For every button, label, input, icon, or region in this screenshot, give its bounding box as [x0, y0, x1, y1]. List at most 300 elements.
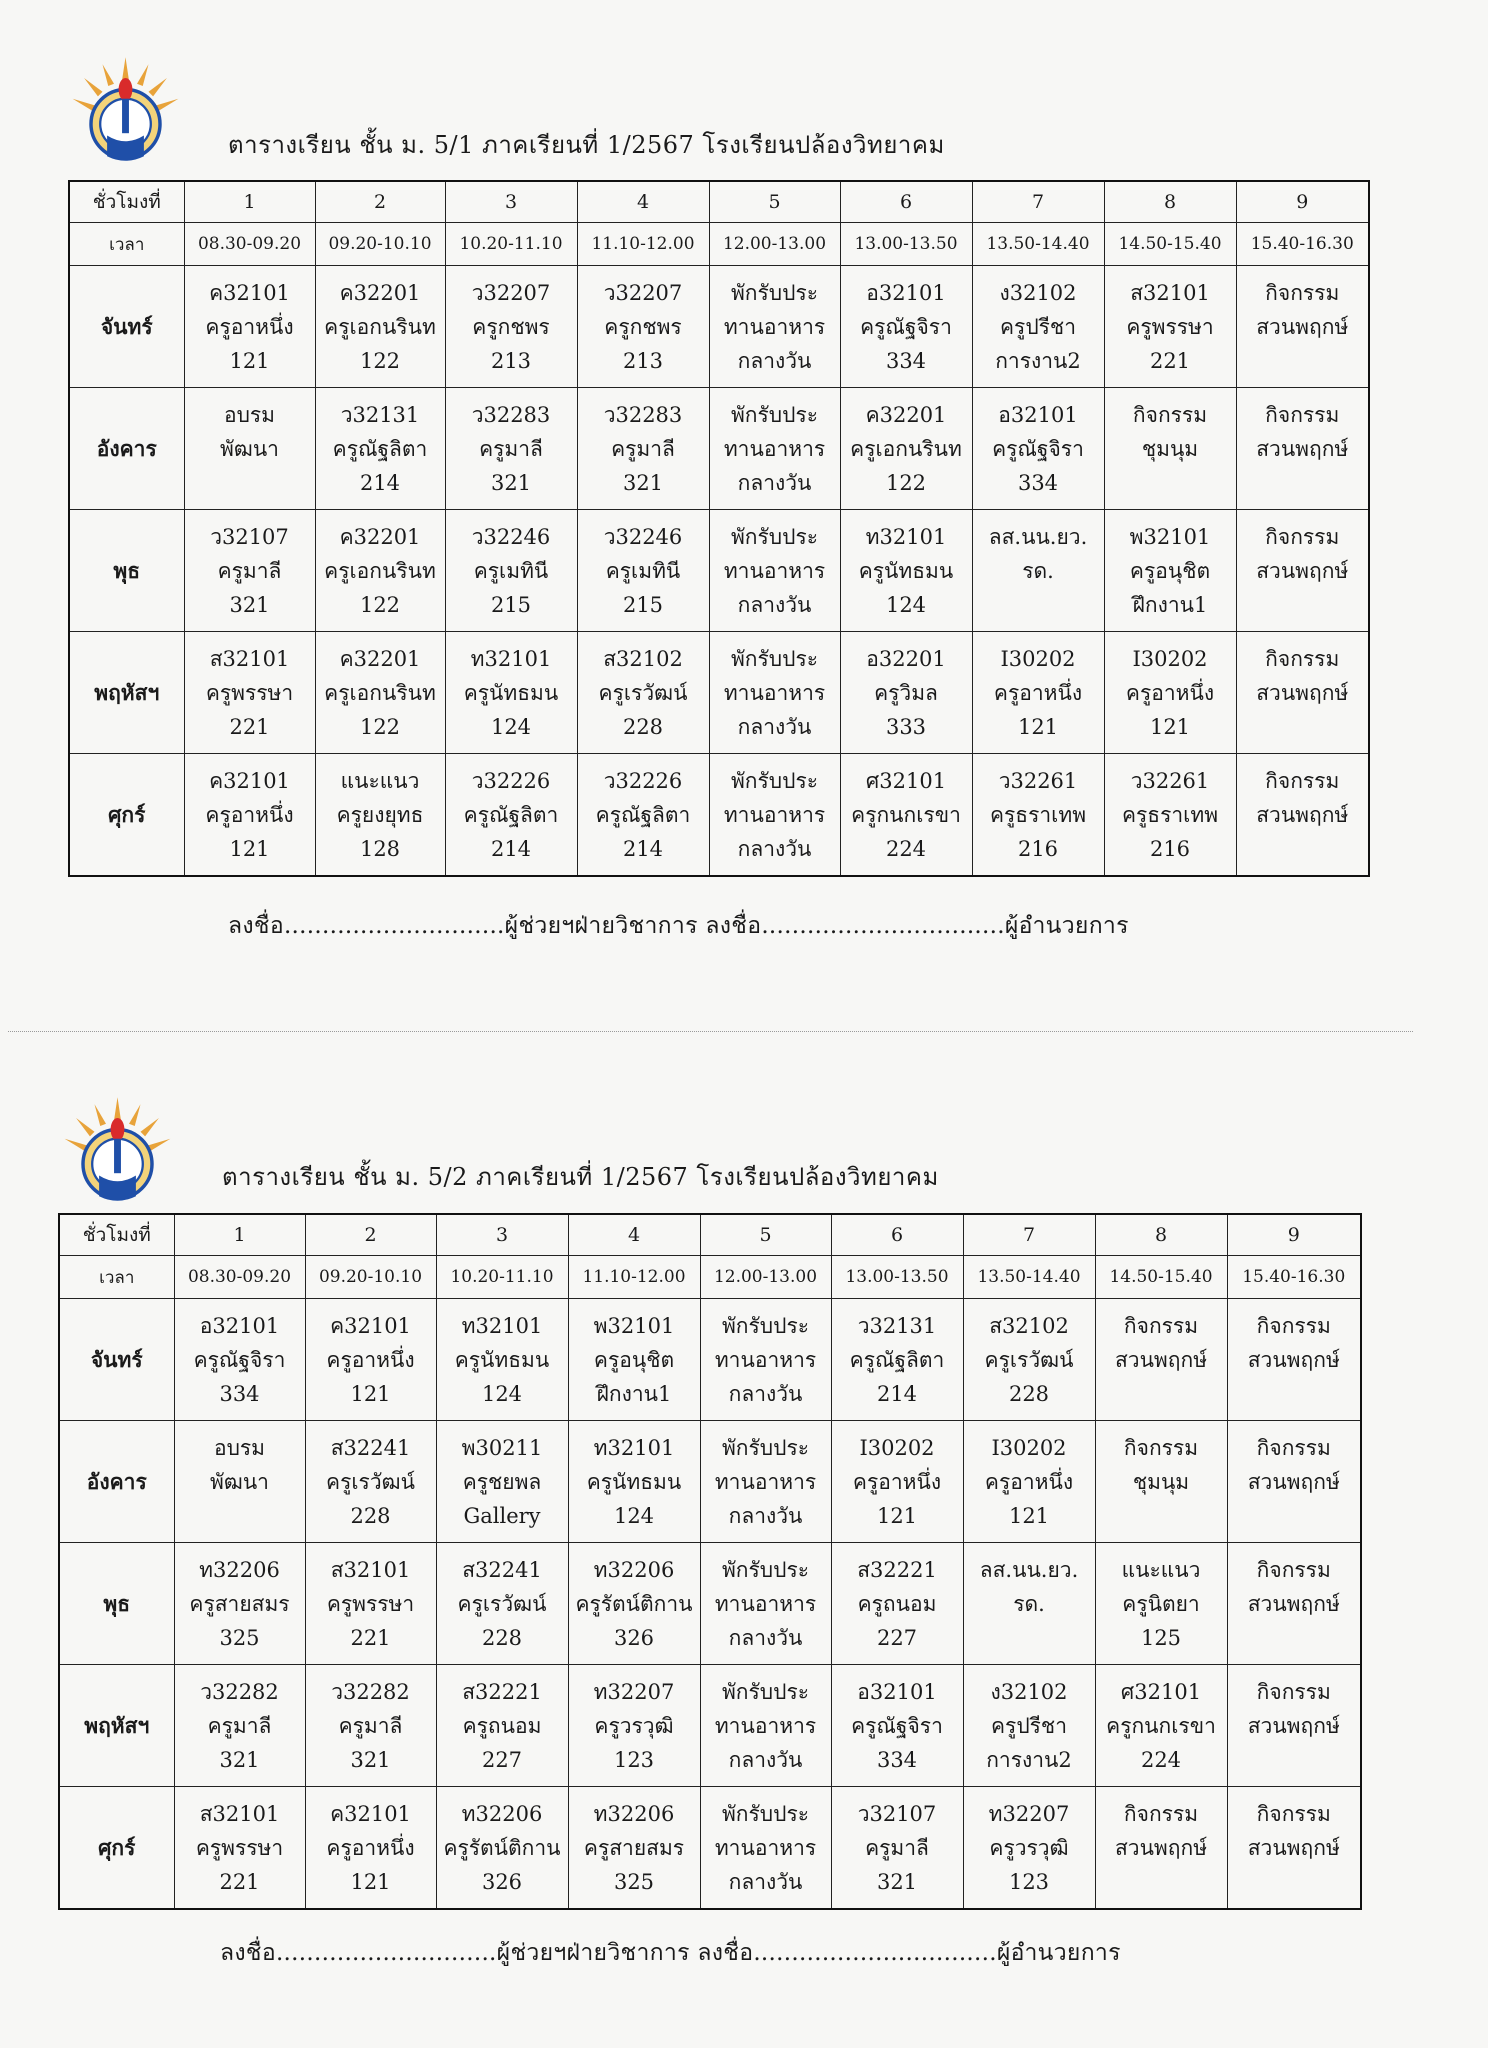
- teacher-name: รด.: [1013, 1591, 1045, 1616]
- teacher-name: ครูยงยุทธ: [336, 802, 424, 827]
- time-slot: 15.40-16.30: [1227, 1256, 1361, 1299]
- teacher-name: ครูณัฐลิตา: [463, 802, 559, 827]
- room-number: กลางวัน: [728, 1625, 803, 1650]
- subject-code: ท32206: [461, 1801, 543, 1826]
- room-number: 123: [613, 1747, 655, 1772]
- teacher-name: สวนพฤกษ์: [1256, 558, 1349, 583]
- room-number: 124: [481, 1381, 523, 1406]
- schedule-cell: [315, 632, 445, 754]
- day-name: อังคาร: [59, 1421, 174, 1543]
- subject-code: พักรับประ: [730, 768, 819, 793]
- day-row: [69, 754, 1369, 877]
- room-number: 121: [1149, 714, 1191, 739]
- room-number: 221: [1149, 348, 1191, 373]
- schedule-cell: [305, 1421, 436, 1543]
- subject-code: อ32101: [199, 1313, 280, 1338]
- schedule-cell: [184, 754, 315, 877]
- schedule-cell: [1104, 754, 1236, 877]
- schedule-cell: [436, 1665, 568, 1787]
- schedule-cell: [700, 1665, 831, 1787]
- schedule-cell: [315, 266, 445, 388]
- schedule-cell: [174, 1543, 305, 1665]
- schedule-cell: [445, 510, 577, 632]
- teacher-name: ครูเอกนรินท: [324, 680, 436, 705]
- room-number: 321: [219, 1747, 260, 1772]
- room-number: 221: [219, 1869, 260, 1894]
- schedule-cell: [831, 1787, 963, 1910]
- room-number: 215: [490, 592, 532, 617]
- room-number: [1096, 1865, 1227, 1899]
- time-slot: 10.20-11.10: [445, 223, 577, 266]
- teacher-name: รด.: [1022, 558, 1054, 583]
- subject-code: ค32101: [330, 1313, 411, 1338]
- subject-code: ท32101: [865, 524, 947, 549]
- subject-code: ว32107: [857, 1801, 937, 1826]
- timetable: [58, 1213, 1362, 1910]
- schedule-cell: [445, 266, 577, 388]
- room-number: 214: [876, 1381, 918, 1406]
- subject-code: ค32201: [339, 280, 421, 305]
- subject-code: กิจกรรม: [1123, 1313, 1199, 1338]
- subject-code: ว32283: [603, 402, 683, 427]
- time-header-row: [69, 223, 1369, 266]
- room-number: 228: [481, 1625, 523, 1650]
- subject-code: พักรับประ: [730, 524, 819, 549]
- room-number: 321: [876, 1869, 918, 1894]
- time-slot: 10.20-11.10: [436, 1256, 568, 1299]
- day-name: พฤหัสฯ: [59, 1665, 174, 1787]
- room-number: 124: [490, 714, 532, 739]
- schedule-cell: [315, 510, 445, 632]
- teacher-name: ชุมนุม: [1141, 436, 1199, 461]
- teacher-name: ทานอาหาร: [723, 680, 826, 705]
- subject-code: ว32207: [471, 280, 551, 305]
- day-name: พุธ: [59, 1543, 174, 1665]
- room-number: 321: [490, 470, 532, 495]
- subject-code: ส32102: [603, 646, 683, 671]
- subject-code: กิจกรรม: [1256, 1313, 1331, 1338]
- room-number: 227: [876, 1625, 918, 1650]
- subject-code: ท32101: [470, 646, 552, 671]
- teacher-name: สวนพฤกษ์: [1256, 436, 1349, 461]
- teacher-name: ครูอาหนึ่ง: [1125, 680, 1215, 705]
- teacher-name: สวนพฤกษ์: [1256, 680, 1349, 705]
- subject-code: พักรับประ: [721, 1679, 810, 1704]
- schedule-cell: [709, 754, 840, 877]
- teacher-name: สวนพฤกษ์: [1247, 1591, 1340, 1616]
- period-number: 9: [1236, 181, 1369, 223]
- subject-code: กิจกรรม: [1256, 1557, 1331, 1582]
- schedule-cell: [315, 388, 445, 510]
- schedule-cell: [709, 266, 840, 388]
- teacher-name: ครูอาหนึ่ง: [205, 802, 294, 827]
- teacher-name: ครูอาหนึ่ง: [205, 314, 294, 339]
- teacher-name: ครูรัตน์ติกาน: [443, 1835, 561, 1860]
- schedule-cell: [840, 388, 972, 510]
- room-number: 122: [885, 470, 927, 495]
- subject-code: พักรับประ: [730, 646, 819, 671]
- room-number: 121: [229, 836, 270, 861]
- room-number: 121: [876, 1503, 918, 1528]
- teacher-name: ครูพรรษา: [326, 1591, 415, 1616]
- teacher-name: ครูเอกนรินท: [850, 436, 962, 461]
- schedule-cell: [972, 632, 1104, 754]
- page-title: ตารางเรียน ชั้น ม. 5/2 ภาคเรียนที่ 1/2567 โรงเรียนปล้องวิทยาคม: [222, 1163, 939, 1191]
- teacher-name: ครูเรวัฒน์: [326, 1469, 415, 1494]
- teacher-name: ทานอาหาร: [714, 1591, 817, 1616]
- time-slot: 09.20-10.10: [315, 223, 445, 266]
- day-row: [69, 510, 1369, 632]
- teacher-name: สวนพฤกษ์: [1247, 1469, 1340, 1494]
- schedule-cell: [700, 1787, 831, 1910]
- schedule-cell: [577, 266, 709, 388]
- teacher-name: ครูณัฐจิรา: [860, 314, 952, 339]
- schedule-cell: [831, 1543, 963, 1665]
- room-number: [1237, 466, 1369, 500]
- schedule-cell: [174, 1787, 305, 1910]
- teacher-name: ชุมนุม: [1132, 1469, 1190, 1494]
- teacher-name: สวนพฤกษ์: [1247, 1835, 1340, 1860]
- schedule-cell: [972, 754, 1104, 877]
- teacher-name: ครูมาลี: [207, 1713, 272, 1738]
- room-number: กลางวัน: [728, 1869, 803, 1894]
- schedule-cell: [568, 1543, 700, 1665]
- day-name: ศุกร์: [59, 1787, 174, 1910]
- subject-code: อ32101: [866, 280, 946, 305]
- room-number: [1228, 1377, 1361, 1411]
- schedule-cell: [305, 1787, 436, 1910]
- schedule-cell: [963, 1543, 1095, 1665]
- teacher-name: ทานอาหาร: [714, 1835, 817, 1860]
- time-label: เวลา: [59, 1256, 174, 1299]
- room-number: 333: [885, 714, 927, 739]
- subject-code: แนะแนว: [1121, 1557, 1201, 1582]
- schedule-cell: [1095, 1421, 1227, 1543]
- period-number: 5: [709, 181, 840, 223]
- room-number: 334: [876, 1747, 918, 1772]
- teacher-name: ครูอาหนึ่ง: [993, 680, 1083, 705]
- teacher-name: ครูอนุชิต: [1129, 558, 1211, 583]
- time-slot: 15.40-16.30: [1236, 223, 1369, 266]
- period-number: 7: [972, 181, 1104, 223]
- schedule-cell: [840, 754, 972, 877]
- schedule-cell: [568, 1299, 700, 1421]
- schedule-cell: [1227, 1543, 1361, 1665]
- subject-code: ว32246: [471, 524, 551, 549]
- teacher-name: ครูปรีชา: [991, 1713, 1067, 1738]
- day-row: [59, 1787, 1361, 1910]
- schedule-cell: [972, 266, 1104, 388]
- room-number: [185, 466, 315, 500]
- time-slot: 12.00-13.00: [700, 1256, 831, 1299]
- room-number: กลางวัน: [728, 1747, 803, 1772]
- time-slot: 11.10-12.00: [577, 223, 709, 266]
- subject-code: กิจกรรม: [1123, 1435, 1199, 1460]
- subject-code: พักรับประ: [730, 402, 819, 427]
- period-number: 9: [1227, 1214, 1361, 1256]
- schedule-cell: [831, 1421, 963, 1543]
- schedule-cell: [1104, 266, 1236, 388]
- room-number: [175, 1499, 305, 1533]
- room-number: Gallery: [463, 1503, 541, 1528]
- schedule-cell: [174, 1665, 305, 1787]
- subject-code: ว32107: [210, 524, 289, 549]
- teacher-name: ทานอาหาร: [714, 1469, 817, 1494]
- room-number: 228: [350, 1503, 391, 1528]
- teacher-name: ครูพรรษา: [195, 1835, 284, 1860]
- room-number: [1096, 1377, 1227, 1411]
- schedule-cell: [1095, 1299, 1227, 1421]
- period-label: ชั่วโมงที่: [59, 1214, 174, 1256]
- subject-code: I30202: [1132, 646, 1208, 671]
- teacher-name: ครูธราเทพ: [1121, 802, 1219, 827]
- subject-code: ว32261: [1130, 768, 1210, 793]
- schedule-cell: [436, 1421, 568, 1543]
- teacher-name: ครูเรวัฒน์: [984, 1347, 1074, 1372]
- room-number: 214: [490, 836, 532, 861]
- subject-code: ส32221: [857, 1557, 937, 1582]
- room-number: 123: [1008, 1869, 1050, 1894]
- room-number: การงาน2: [995, 348, 1081, 373]
- time-header-row: [59, 1256, 1361, 1299]
- room-number: [1228, 1499, 1361, 1533]
- subject-code: ค32101: [330, 1801, 411, 1826]
- teacher-name: ครูชยพล: [462, 1469, 542, 1494]
- room-number: [1228, 1865, 1361, 1899]
- signature-line: ลงชื่อ.............................ผู้ช่วยฯฝ่ายวิชาการ ลงชื่อ................................ผู้อำนวยการ: [228, 913, 1129, 939]
- teacher-name: ครูมาลี: [611, 436, 675, 461]
- subject-code: ท32207: [593, 1679, 675, 1704]
- teacher-name: ทานอาหาร: [714, 1713, 817, 1738]
- teacher-name: พัฒนา: [220, 436, 279, 461]
- school-logo-icon: [60, 1095, 175, 1210]
- schedule-cell: [436, 1299, 568, 1421]
- room-number: 121: [1017, 714, 1059, 739]
- teacher-name: ทานอาหาร: [723, 436, 826, 461]
- time-slot: 13.00-13.50: [831, 1256, 963, 1299]
- room-number: [964, 1621, 1095, 1655]
- time-slot: 09.20-10.10: [305, 1256, 436, 1299]
- room-number: 321: [350, 1747, 391, 1772]
- schedule-cell: [1095, 1665, 1227, 1787]
- subject-code: อบรม: [213, 1435, 266, 1460]
- schedule-cell: [709, 388, 840, 510]
- teacher-name: ครูถนอม: [857, 1591, 937, 1616]
- schedule-cell: [577, 388, 709, 510]
- subject-code: กิจกรรม: [1256, 1435, 1331, 1460]
- teacher-name: ครูปรีชา: [1000, 314, 1076, 339]
- room-number: 124: [885, 592, 927, 617]
- room-number: 125: [1140, 1625, 1182, 1650]
- subject-code: ส32101: [330, 1557, 411, 1582]
- room-number: 215: [622, 592, 664, 617]
- teacher-name: ครูกชพร: [472, 314, 550, 339]
- teacher-name: ครูเมทินี: [605, 558, 681, 583]
- teacher-name: ครูมาลี: [479, 436, 543, 461]
- teacher-name: ครูนัทธมน: [858, 558, 954, 583]
- schedule-cell: [840, 266, 972, 388]
- schedule-cell: [840, 510, 972, 632]
- room-number: กลางวัน: [737, 836, 812, 861]
- schedule-cell: [568, 1665, 700, 1787]
- page-title: ตารางเรียน ชั้น ม. 5/1 ภาคเรียนที่ 1/2567 โรงเรียนปล้องวิทยาคม: [228, 131, 945, 159]
- subject-code: ท32207: [988, 1801, 1070, 1826]
- subject-code: ส32101: [1130, 280, 1210, 305]
- schedule-cell: [963, 1421, 1095, 1543]
- teacher-name: ทานอาหาร: [714, 1347, 817, 1372]
- schedule-cell: [1227, 1299, 1361, 1421]
- room-number: 214: [622, 836, 664, 861]
- teacher-name: ครูธราเทพ: [989, 802, 1087, 827]
- day-name: อังคาร: [69, 388, 184, 510]
- room-number: 213: [622, 348, 664, 373]
- room-number: 221: [350, 1625, 391, 1650]
- teacher-name: ครูกชพร: [604, 314, 682, 339]
- schedule-cell: [700, 1299, 831, 1421]
- schedule-cell: [577, 632, 709, 754]
- teacher-name: ครูวรวุฒิ: [594, 1713, 674, 1738]
- schedule-cell: [184, 266, 315, 388]
- teacher-name: ครูมาลี: [865, 1835, 929, 1860]
- timetable: [68, 180, 1370, 877]
- time-label: เวลา: [69, 223, 184, 266]
- teacher-name: ครูพรรษา: [205, 680, 294, 705]
- day-row: [69, 632, 1369, 754]
- day-row: [69, 266, 1369, 388]
- room-number: [1228, 1621, 1361, 1655]
- subject-code: ส32221: [462, 1679, 542, 1704]
- teacher-name: สวนพฤกษ์: [1256, 314, 1349, 339]
- schedule-cell: [1236, 632, 1369, 754]
- subject-code: พ30211: [461, 1435, 543, 1460]
- day-row: [59, 1543, 1361, 1665]
- room-number: 221: [229, 714, 270, 739]
- subject-code: ส32101: [199, 1801, 280, 1826]
- room-number: [1105, 466, 1236, 500]
- teacher-name: ครูอาหนึ่ง: [326, 1835, 415, 1860]
- day-name: พุธ: [69, 510, 184, 632]
- schedule-cell: [184, 388, 315, 510]
- schedule-cell: [315, 754, 445, 877]
- subject-code: กิจกรรม: [1265, 402, 1340, 427]
- teacher-name: ครูณัฐจิรา: [851, 1713, 943, 1738]
- teacher-name: ครูกนกเรขา: [851, 802, 961, 827]
- teacher-name: ครูพรรษา: [1126, 314, 1214, 339]
- subject-code: I30202: [1000, 646, 1076, 671]
- subject-code: พักรับประ: [730, 280, 819, 305]
- subject-code: อ32201: [866, 646, 946, 671]
- teacher-name: ครูณัฐลิตา: [595, 802, 691, 827]
- teacher-name: ครูมาลี: [217, 558, 282, 583]
- teacher-name: ครูอนุชิต: [593, 1347, 675, 1372]
- schedule-cell: [577, 754, 709, 877]
- subject-code: ว32207: [603, 280, 683, 305]
- schedule-cell: [1104, 510, 1236, 632]
- teacher-name: ครูอาหนึ่ง: [852, 1469, 942, 1494]
- period-number: 5: [700, 1214, 831, 1256]
- subject-code: พักรับประ: [721, 1557, 810, 1582]
- day-name: ศุกร์: [69, 754, 184, 877]
- day-name: พฤหัสฯ: [69, 632, 184, 754]
- time-slot: 14.50-15.40: [1095, 1256, 1227, 1299]
- room-number: กลางวัน: [737, 592, 812, 617]
- room-number: [1237, 710, 1369, 744]
- time-slot: 14.50-15.40: [1104, 223, 1236, 266]
- teacher-name: ครูเรวัฒน์: [457, 1591, 547, 1616]
- teacher-name: ครูณัฐจิรา: [992, 436, 1084, 461]
- day-row: [59, 1421, 1361, 1543]
- teacher-name: ครูนิตยา: [1122, 1591, 1200, 1616]
- teacher-name: ครูวรวุฒิ: [989, 1835, 1069, 1860]
- time-slot: 08.30-09.20: [174, 1256, 305, 1299]
- subject-code: ลส.นน.ยว.: [979, 1557, 1079, 1582]
- room-number: ฝึกงาน1: [1132, 592, 1208, 617]
- period-number: 1: [184, 181, 315, 223]
- teacher-name: ครูรัตน์ติกาน: [575, 1591, 693, 1616]
- schedule-cell: [709, 510, 840, 632]
- room-number: การงาน2: [986, 1747, 1072, 1772]
- subject-code: อ32101: [998, 402, 1078, 427]
- teacher-name: พัฒนา: [210, 1469, 269, 1494]
- teacher-name: ครูนัทธมน: [454, 1347, 550, 1372]
- room-number: กลางวัน: [737, 348, 812, 373]
- schedule-cell: [445, 632, 577, 754]
- subject-code: กิจกรรม: [1123, 1801, 1199, 1826]
- subject-code: ส32102: [989, 1313, 1069, 1338]
- schedule-cell: [305, 1665, 436, 1787]
- room-number: 227: [481, 1747, 523, 1772]
- teacher-name: ครูมาลี: [338, 1713, 403, 1738]
- subject-code: แนะแนว: [340, 768, 420, 793]
- subject-code: ค32101: [209, 280, 290, 305]
- teacher-name: ครูเอกนรินท: [324, 558, 436, 583]
- teacher-name: ครูสายสมร: [189, 1591, 290, 1616]
- room-number: 325: [219, 1625, 260, 1650]
- subject-code: ส32101: [209, 646, 290, 671]
- subject-code: กิจกรรม: [1265, 280, 1340, 305]
- schedule-cell: [577, 510, 709, 632]
- schedule-cell: [1227, 1787, 1361, 1910]
- teacher-name: สวนพฤกษ์: [1114, 1347, 1208, 1372]
- subject-code: พ32101: [1129, 524, 1211, 549]
- period-number: 4: [577, 181, 709, 223]
- teacher-name: สวนพฤกษ์: [1114, 1835, 1208, 1860]
- teacher-name: สวนพฤกษ์: [1247, 1713, 1340, 1738]
- period-header-row: [69, 181, 1369, 223]
- subject-code: ค32201: [865, 402, 947, 427]
- subject-code: ว32226: [603, 768, 683, 793]
- subject-code: อบรม: [223, 402, 276, 427]
- time-slot: 08.30-09.20: [184, 223, 315, 266]
- room-number: 334: [1017, 470, 1059, 495]
- room-number: 122: [359, 714, 401, 739]
- subject-code: ว32261: [998, 768, 1078, 793]
- school-logo-icon: [68, 55, 183, 170]
- room-number: 121: [350, 1381, 391, 1406]
- schedule-cell: [1236, 754, 1369, 877]
- period-number: 4: [568, 1214, 700, 1256]
- subject-code: ว32226: [471, 768, 551, 793]
- schedule-cell: [1236, 388, 1369, 510]
- day-name: จันทร์: [69, 266, 184, 388]
- period-number: 8: [1095, 1214, 1227, 1256]
- schedule-cell: [305, 1299, 436, 1421]
- subject-code: ง32102: [990, 1679, 1068, 1704]
- room-number: [1237, 588, 1369, 622]
- period-number: 6: [840, 181, 972, 223]
- period-header-row: [59, 1214, 1361, 1256]
- room-number: [1237, 832, 1369, 866]
